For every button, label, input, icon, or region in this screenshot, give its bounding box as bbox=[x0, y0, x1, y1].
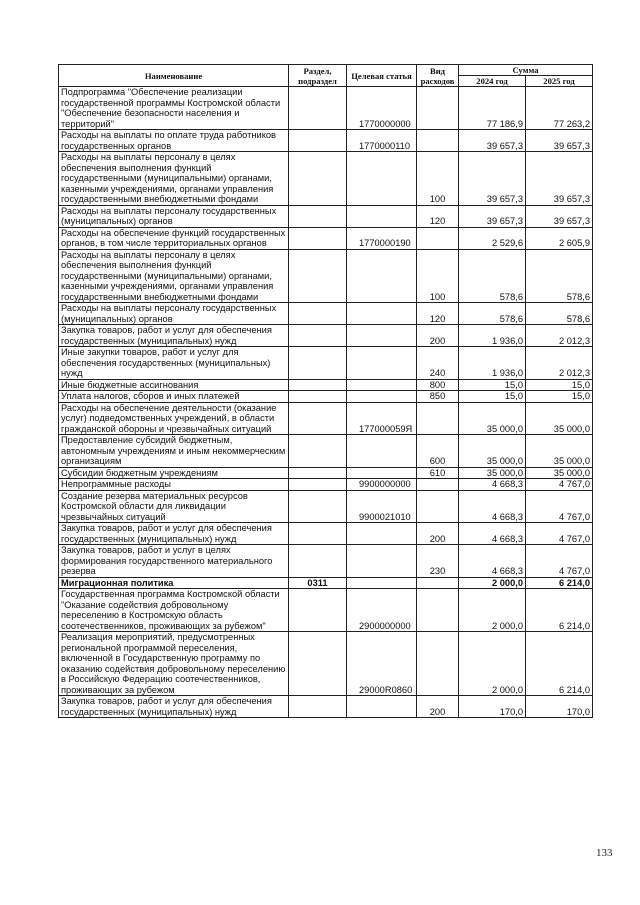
row-section bbox=[289, 696, 347, 718]
table-row bbox=[59, 523, 593, 545]
row-sum-2024: 15,0 bbox=[459, 391, 526, 403]
row-sum-2024: 578,6 bbox=[459, 249, 526, 303]
row-target bbox=[347, 523, 417, 545]
row-expense-type: 120 bbox=[417, 205, 459, 227]
table-row bbox=[59, 435, 593, 468]
row-sum-2025: 4 767,0 bbox=[526, 523, 593, 545]
row-target: 1770000000 bbox=[347, 87, 417, 130]
row-sum-2024: 4 668,3 bbox=[459, 545, 526, 578]
row-section bbox=[289, 435, 347, 468]
budget-table bbox=[58, 64, 593, 718]
row-sum-2024: 2 000,0 bbox=[459, 589, 526, 632]
table-row bbox=[59, 545, 593, 578]
row-expense-type bbox=[417, 589, 459, 632]
row-target: 2900000000 bbox=[347, 589, 417, 632]
row-sum-2025: 35 000,0 bbox=[526, 467, 593, 479]
row-section bbox=[289, 249, 347, 303]
row-target bbox=[347, 379, 417, 391]
row-target bbox=[347, 696, 417, 718]
row-sum-2025: 2 605,9 bbox=[526, 227, 593, 249]
row-name: Подпрограмма "Обеспечение реализации государственной программы Костромской области "Обеспечение безопасности населения и территорий" bbox=[59, 87, 289, 130]
row-sum-2025: 170,0 bbox=[526, 696, 593, 718]
row-section bbox=[289, 467, 347, 479]
row-sum-2024: 15,0 bbox=[459, 379, 526, 391]
row-target bbox=[347, 391, 417, 403]
row-sum-2025: 4 767,0 bbox=[526, 545, 593, 578]
row-name: Закупка товаров, работ и услуг для обеспечения государственных (муниципальных) нужд bbox=[59, 325, 289, 347]
header-section: Раздел, подраздел bbox=[289, 65, 347, 87]
row-expense-type: 850 bbox=[417, 391, 459, 403]
row-name: Расходы на выплаты по оплате труда работников государственных органов bbox=[59, 130, 289, 152]
row-expense-type bbox=[417, 577, 459, 589]
table-row bbox=[59, 152, 593, 206]
row-target: 1770000110 bbox=[347, 130, 417, 152]
row-expense-type: 230 bbox=[417, 545, 459, 578]
row-sum-2025: 15,0 bbox=[526, 391, 593, 403]
table-row bbox=[59, 479, 593, 491]
table-row bbox=[59, 227, 593, 249]
row-sum-2024: 4 668,3 bbox=[459, 523, 526, 545]
row-name: Создание резерва материальных ресурсов Костромской области для ликвидации чрезвычайных ситуаций bbox=[59, 490, 289, 523]
row-target bbox=[347, 205, 417, 227]
row-sum-2025: 2 012,3 bbox=[526, 347, 593, 380]
row-target bbox=[347, 152, 417, 206]
table-body bbox=[59, 87, 593, 718]
row-section bbox=[289, 87, 347, 130]
row-name: Иные закупки товаров, работ и услуг для обеспечения государственных (муниципальных) нужд bbox=[59, 347, 289, 380]
row-sum-2025: 35 000,0 bbox=[526, 402, 593, 435]
row-section bbox=[289, 227, 347, 249]
row-name: Расходы на обеспечение функций государственных органов, в том числе территориальных органов bbox=[59, 227, 289, 249]
row-expense-type bbox=[417, 632, 459, 696]
row-section bbox=[289, 205, 347, 227]
row-sum-2024: 170,0 bbox=[459, 696, 526, 718]
row-section bbox=[289, 545, 347, 578]
row-target bbox=[347, 577, 417, 589]
row-expense-type bbox=[417, 130, 459, 152]
table-row bbox=[59, 205, 593, 227]
row-sum-2024: 2 000,0 bbox=[459, 577, 526, 589]
row-expense-type: 610 bbox=[417, 467, 459, 479]
row-expense-type: 100 bbox=[417, 249, 459, 303]
row-name: Государственная программа Костромской области "Оказание содействия добровольному переселению в Костромскую область соотечественников, проживающих за рубежом" bbox=[59, 589, 289, 632]
row-target: 1770000190 bbox=[347, 227, 417, 249]
row-sum-2025: 39 657,3 bbox=[526, 152, 593, 206]
row-section bbox=[289, 325, 347, 347]
row-expense-type bbox=[417, 479, 459, 491]
row-section bbox=[289, 402, 347, 435]
table-row bbox=[59, 130, 593, 152]
row-sum-2024: 2 000,0 bbox=[459, 632, 526, 696]
row-sum-2024: 35 000,0 bbox=[459, 402, 526, 435]
row-name: Расходы на обеспечение деятельности (оказание услуг) подведомственных учреждений, в области гражданской обороны и чрезвычайных ситуаций bbox=[59, 402, 289, 435]
row-sum-2025: 15,0 bbox=[526, 379, 593, 391]
row-section bbox=[289, 379, 347, 391]
row-expense-type bbox=[417, 227, 459, 249]
header-sum: Сумма bbox=[459, 65, 593, 76]
row-sum-2025: 39 657,3 bbox=[526, 205, 593, 227]
row-sum-2025: 6 214,0 bbox=[526, 632, 593, 696]
row-sum-2024: 1 936,0 bbox=[459, 325, 526, 347]
row-section bbox=[289, 632, 347, 696]
row-name: Реализация мероприятий, предусмотренных региональной программой переселения, включенной в Государственную программу по оказанию содействия добровольному переселению в Российскую Федерацию соотечественников, проживающих за рубежом bbox=[59, 632, 289, 696]
table-row bbox=[59, 325, 593, 347]
row-expense-type: 120 bbox=[417, 303, 459, 325]
row-target: 9900000000 bbox=[347, 479, 417, 491]
row-target: 9900021010 bbox=[347, 490, 417, 523]
table-row bbox=[59, 391, 593, 403]
table-row bbox=[59, 632, 593, 696]
table-row bbox=[59, 303, 593, 325]
row-expense-type: 800 bbox=[417, 379, 459, 391]
row-name: Расходы на выплаты персоналу государственных (муниципальных) органов bbox=[59, 205, 289, 227]
row-section bbox=[289, 523, 347, 545]
table-row bbox=[59, 347, 593, 380]
table-row bbox=[59, 402, 593, 435]
table-row bbox=[59, 490, 593, 523]
row-section bbox=[289, 490, 347, 523]
row-target bbox=[347, 435, 417, 468]
row-sum-2025: 578,6 bbox=[526, 303, 593, 325]
row-name: Миграционная политика bbox=[59, 577, 289, 589]
row-target bbox=[347, 325, 417, 347]
row-section bbox=[289, 347, 347, 380]
row-name: Расходы на выплаты персоналу в целях обеспечения выполнения функций государственными (муниципальными) органами, казенными учреждениями, органами управления государственными внебюджетными фондами bbox=[59, 249, 289, 303]
row-section bbox=[289, 303, 347, 325]
row-expense-type: 200 bbox=[417, 696, 459, 718]
table-row bbox=[59, 577, 593, 589]
row-name: Иные бюджетные ассигнования bbox=[59, 379, 289, 391]
row-target: 29000R0860 bbox=[347, 632, 417, 696]
page-number: 133 bbox=[596, 847, 613, 859]
row-section: 0311 bbox=[289, 577, 347, 589]
row-sum-2024: 39 657,3 bbox=[459, 205, 526, 227]
row-sum-2024: 4 668,3 bbox=[459, 490, 526, 523]
row-name: Закупка товаров, работ и услуг для обеспечения государственных (муниципальных) нужд bbox=[59, 523, 289, 545]
table-row bbox=[59, 589, 593, 632]
row-sum-2025: 2 012,3 bbox=[526, 325, 593, 347]
header-2025: 2025 год bbox=[526, 76, 593, 87]
row-section bbox=[289, 479, 347, 491]
row-sum-2025: 39 657,3 bbox=[526, 130, 593, 152]
row-sum-2024: 35 000,0 bbox=[459, 467, 526, 479]
table-row bbox=[59, 467, 593, 479]
row-sum-2024: 39 657,3 bbox=[459, 152, 526, 206]
table-row bbox=[59, 379, 593, 391]
row-section bbox=[289, 589, 347, 632]
row-sum-2024: 4 668,3 bbox=[459, 479, 526, 491]
row-target bbox=[347, 303, 417, 325]
row-sum-2025: 6 214,0 bbox=[526, 577, 593, 589]
row-expense-type bbox=[417, 87, 459, 130]
row-sum-2024: 39 657,3 bbox=[459, 130, 526, 152]
header-target: Целевая статья bbox=[347, 65, 417, 87]
row-section bbox=[289, 152, 347, 206]
row-target bbox=[347, 467, 417, 479]
row-expense-type bbox=[417, 402, 459, 435]
row-sum-2024: 2 529,6 bbox=[459, 227, 526, 249]
row-target bbox=[347, 347, 417, 380]
row-target bbox=[347, 545, 417, 578]
row-sum-2024: 35 000,0 bbox=[459, 435, 526, 468]
row-sum-2025: 578,6 bbox=[526, 249, 593, 303]
header-2024: 2024 год bbox=[459, 76, 526, 87]
row-target: 177000059Я bbox=[347, 402, 417, 435]
row-section bbox=[289, 391, 347, 403]
row-sum-2025: 35 000,0 bbox=[526, 435, 593, 468]
row-sum-2024: 1 936,0 bbox=[459, 347, 526, 380]
row-sum-2025: 4 767,0 bbox=[526, 479, 593, 491]
row-sum-2025: 4 767,0 bbox=[526, 490, 593, 523]
row-name: Непрограммные расходы bbox=[59, 479, 289, 491]
header-vr: Вид расходов bbox=[417, 65, 459, 87]
row-sum-2024: 77 186,9 bbox=[459, 87, 526, 130]
row-name: Уплата налогов, сборов и иных платежей bbox=[59, 391, 289, 403]
header-name: Наименование bbox=[59, 65, 289, 87]
row-expense-type bbox=[417, 490, 459, 523]
row-expense-type: 200 bbox=[417, 523, 459, 545]
row-sum-2025: 77 263,2 bbox=[526, 87, 593, 130]
row-expense-type: 240 bbox=[417, 347, 459, 380]
row-sum-2024: 578,6 bbox=[459, 303, 526, 325]
row-target bbox=[347, 249, 417, 303]
table-row bbox=[59, 249, 593, 303]
row-name: Предоставление субсидий бюджетным, автономным учреждениям и иным некоммерческим организациям bbox=[59, 435, 289, 468]
row-name: Расходы на выплаты персоналу государственных (муниципальных) органов bbox=[59, 303, 289, 325]
row-expense-type: 600 bbox=[417, 435, 459, 468]
row-name: Расходы на выплаты персоналу в целях обеспечения выполнения функций государственными (муниципальными) органами, казенными учреждениями, органами управления государственными внебюджетными фондами bbox=[59, 152, 289, 206]
row-section bbox=[289, 130, 347, 152]
row-name: Закупка товаров, работ и услуг для обеспечения государственных (муниципальных) нужд bbox=[59, 696, 289, 718]
row-expense-type: 200 bbox=[417, 325, 459, 347]
table-row bbox=[59, 87, 593, 130]
row-name: Закупка товаров, работ и услуг в целях формирования государственного материального резерва bbox=[59, 545, 289, 578]
row-name: Субсидии бюджетным учреждениям bbox=[59, 467, 289, 479]
row-expense-type: 100 bbox=[417, 152, 459, 206]
table-row bbox=[59, 696, 593, 718]
row-sum-2025: 6 214,0 bbox=[526, 589, 593, 632]
